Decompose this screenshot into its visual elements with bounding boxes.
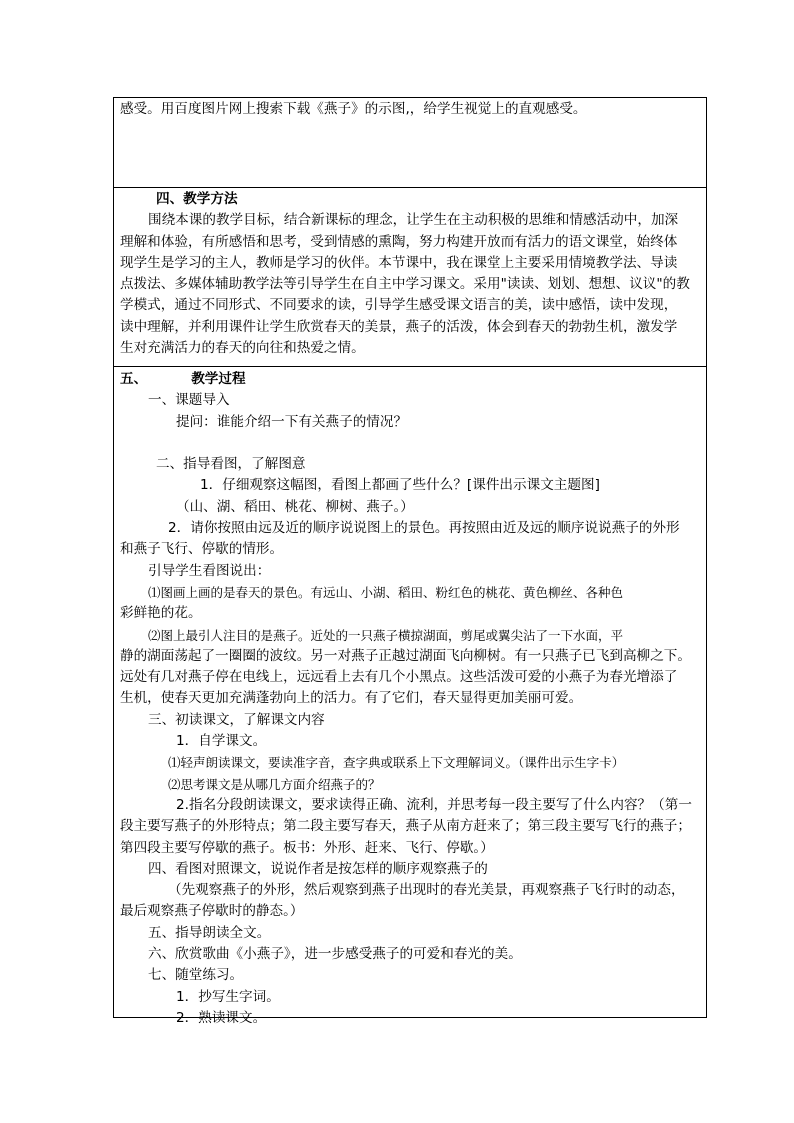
process-line: 段主要写燕子的外形特点；第二段主要写春天，燕子从南方赶来了；第三段主要写飞行的燕子；	[120, 818, 691, 835]
process-line: 静的湖面荡起了一圈圈的波纹。另一对燕子正越过湖面飞向柳树。有一只燕子已飞到高柳之下。	[120, 647, 691, 664]
process-line: 七、随堂练习。	[148, 967, 244, 984]
process-line: （山、湖、稻田、桃花、柳树、燕子。）	[176, 498, 414, 515]
process-line: 彩鲜艳的花。	[120, 605, 202, 622]
document-table	[113, 97, 707, 1026]
process-line: 2．熟读课文。	[176, 1009, 267, 1026]
section-process-cell	[114, 367, 706, 1026]
process-line: 2.指名分段朗读课文，要求读得正确、流利，并思考每一段主要写了什么内容？（第一	[176, 796, 692, 813]
process-line: 第四段主要写停歇的燕子。板书：外形、赶来、飞行、停歇。）	[120, 839, 494, 856]
methods-line: 理解和体验，有所感悟和思考，受到情感的熏陶，努力构建开放而有活力的语文课堂，始终体	[120, 233, 678, 250]
process-line: ⑴轻声朗读课文，要读准字音，查字典或联系上下文理解词义。（课件出示生字卡）	[168, 755, 625, 771]
process-line: 2．请你按照由远及近的顺序说说图上的景色。再按照由近及远的顺序说说燕子的外形	[168, 520, 680, 537]
process-line: ⑵图上最引人注目的是燕子。近处的一只燕子横掠湖面，剪尾或翼尖沾了一下水面，平	[148, 627, 624, 643]
intro-text: 感受。用百度图片网上搜索下载《燕子》的示图,，给学生视觉上的直观感受。	[120, 101, 587, 117]
section-methods-cell	[114, 188, 706, 367]
process-line: 远处有几对燕子停在电线上，远远看上去有几个小黑点。这些活泼可爱的小燕子为春光增添了	[120, 669, 678, 686]
process-line: 引导学生看图说出：	[148, 562, 271, 579]
process-line: 四、看图对照课文，说说作者是按怎样的顺序观察燕子的	[148, 860, 488, 877]
process-line: ⑴图画上画的是春天的景色。有远山、小湖、稻田、粉红色的桃花、黄色柳丝、各种色	[148, 584, 624, 600]
blank-line	[120, 433, 700, 454]
process-line: 1．抄写生字词。	[176, 988, 280, 1005]
methods-line: 现学生是学习的主人，教师是学习的伙伴。本节课中，我在课堂上主要采用情境教学法、导读	[120, 254, 678, 271]
process-line: 三、初读课文，了解课文内容	[148, 711, 325, 728]
process-line: 和燕子飞行、停歇的情形。	[120, 541, 284, 558]
methods-line: 读中理解，并利用课件让学生欣赏春天的美景，燕子的活泼，体会到春天的勃勃生机，激发学	[120, 318, 678, 335]
process-heading-number: 五、	[120, 371, 148, 387]
methods-heading: 四、教学方法	[156, 191, 238, 207]
process-line: 二、指导看图，了解图意	[156, 456, 306, 473]
process-heading	[120, 369, 700, 390]
methods-line: 围绕本课的教学目标，结合新课标的理念，让学生在主动积极的思维和情感活动中，加深	[148, 212, 679, 229]
process-line: 生机，使春天更加充满蓬勃向上的活力。有了它们，春天显得更加美丽可爱。	[120, 690, 583, 707]
process-line: 五、指导朗读全文。	[148, 924, 271, 941]
process-line: 1．仔细观察这幅图，看图上都画了些什么？[课件出示课文主题图]	[200, 477, 600, 494]
methods-line: 生对充满活力的春天的向往和热爱之情。	[120, 340, 365, 357]
methods-line: 点拨法、多媒体辅助教学法等引导学生在自主中学习课文。采用"读读、划划、想想、议议"的教	[120, 276, 690, 293]
section-intro-cell	[114, 98, 706, 188]
methods-line: 学模式，通过不同形式、不同要求的读，引导学生感受课文语言的美，读中感悟，读中发现，	[120, 297, 678, 314]
process-line: 最后观察燕子停歇时的静态。）	[120, 903, 304, 920]
process-heading-text: 教学过程	[191, 371, 246, 387]
process-line: 提问：谁能介绍一下有关燕子的情况？	[176, 413, 408, 430]
process-line: （先观察燕子的外形，然后观察到燕子出现时的春光美景，再观察燕子飞行时的动态，	[168, 882, 685, 899]
process-line: 六、欣赏歌曲《小燕子》，进一步感受燕子的可爱和春光的美。	[148, 946, 522, 963]
process-line: ⑵思考课文是从哪几方面介绍燕子的？	[168, 776, 381, 792]
process-line: 1．自学课文。	[176, 733, 267, 750]
process-line: 一、课题导入	[148, 392, 230, 409]
